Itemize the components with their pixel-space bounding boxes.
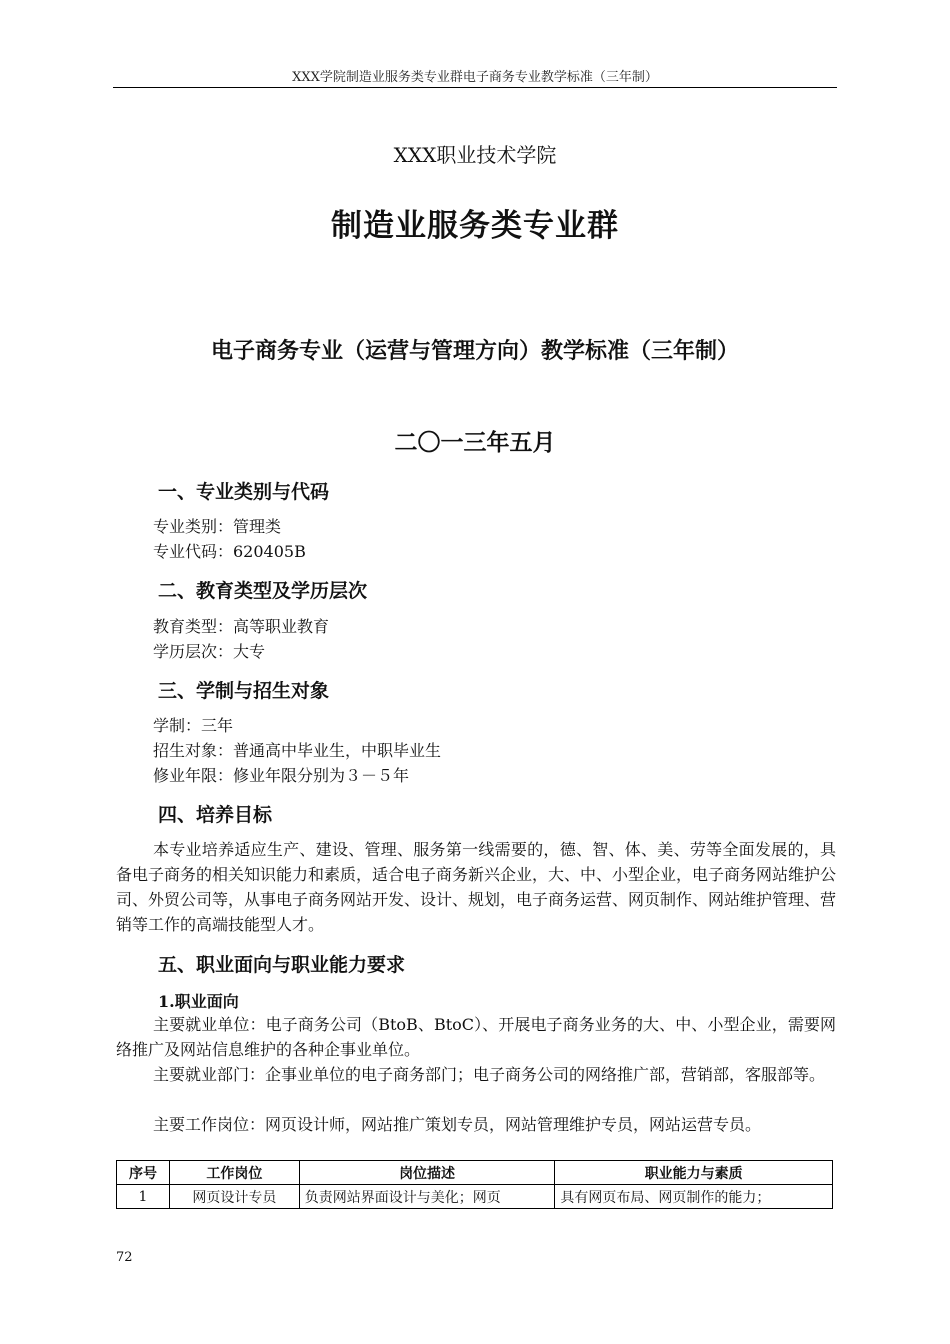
subsection-heading: 1.职业面向	[158, 992, 239, 1011]
field-line: 专业类别：管理类	[153, 517, 282, 536]
field-line: 专业代码：620405B	[153, 542, 306, 561]
field-line: 学制：三年	[153, 716, 234, 735]
table-cell: 1	[117, 1185, 170, 1209]
section-heading-5: 五、职业面向与职业能力要求	[158, 954, 406, 976]
section-heading-4: 四、培养目标	[158, 804, 273, 826]
field-line: 教育类型：高等职业教育	[153, 617, 330, 636]
group-title: 制造业服务类专业群	[331, 208, 619, 244]
table-cell: 网页设计专员	[169, 1185, 299, 1209]
section-heading-3: 三、学制与招生对象	[158, 680, 330, 702]
header-rule	[113, 87, 837, 88]
table-header-cell: 序号	[117, 1161, 170, 1185]
document-title: 电子商务专业（运营与管理方向）教学标准（三年制）	[210, 339, 739, 364]
employment-departments-paragraph: 主要就业部门：企事业单位的电子商务部门；电子商务公司的网络推广部，营销部，客服部等。	[153, 1065, 826, 1084]
job-positions-paragraph: 主要工作岗位：网页设计师，网站推广策划专员，网站管理维护专员，网站运营专员。	[153, 1115, 762, 1134]
running-header: XXX学院制造业服务类专业群电子商务专业教学标准（三年制）	[292, 70, 658, 85]
table-header-cell: 职业能力与素质	[555, 1161, 833, 1185]
table-header-cell: 岗位描述	[299, 1161, 555, 1185]
field-line: 修业年限：修业年限分别为３－５年	[153, 766, 410, 785]
section-heading-2: 二、教育类型及学历层次	[158, 580, 368, 602]
field-line: 学历层次：大专	[153, 642, 266, 661]
table-cell: 具有网页布局、网页制作的能力；	[555, 1185, 833, 1209]
document-date: 二〇一三年五月	[394, 430, 556, 456]
table-header-row	[117, 1161, 833, 1185]
section-heading-1: 一、专业类别与代码	[158, 481, 330, 503]
table-cell: 负责网站界面设计与美化；网页	[299, 1185, 555, 1209]
page-number: 72	[116, 1250, 133, 1265]
field-line: 招生对象：普通高中毕业生，中职毕业生	[153, 741, 442, 760]
job-table	[116, 1160, 833, 1209]
table-header-cell: 工作岗位	[169, 1161, 299, 1185]
table-row	[117, 1185, 833, 1209]
school-name: XXX职业技术学院	[393, 143, 557, 167]
objective-paragraph: 本专业培养适应生产、建设、管理、服务第一线需要的，德、智、体、美、劳等全面发展的，具备电子商务的相关知识能力和素质，适合电子商务新兴企业，大、中、小型企业，电子商务网站维护公司、外贸公司等，从事电子商务网站开发、设计、规划，电子商务运营、网页制作、网站维护管理、营销等工作的高端技能型人才。	[116, 840, 837, 934]
employment-units-paragraph: 主要就业单位：电子商务公司（BtoB、BtoC）、开展电子商务业务的大、中、小型企业，需要网络推广及网站信息维护的各种企事业单位。	[116, 1015, 836, 1059]
